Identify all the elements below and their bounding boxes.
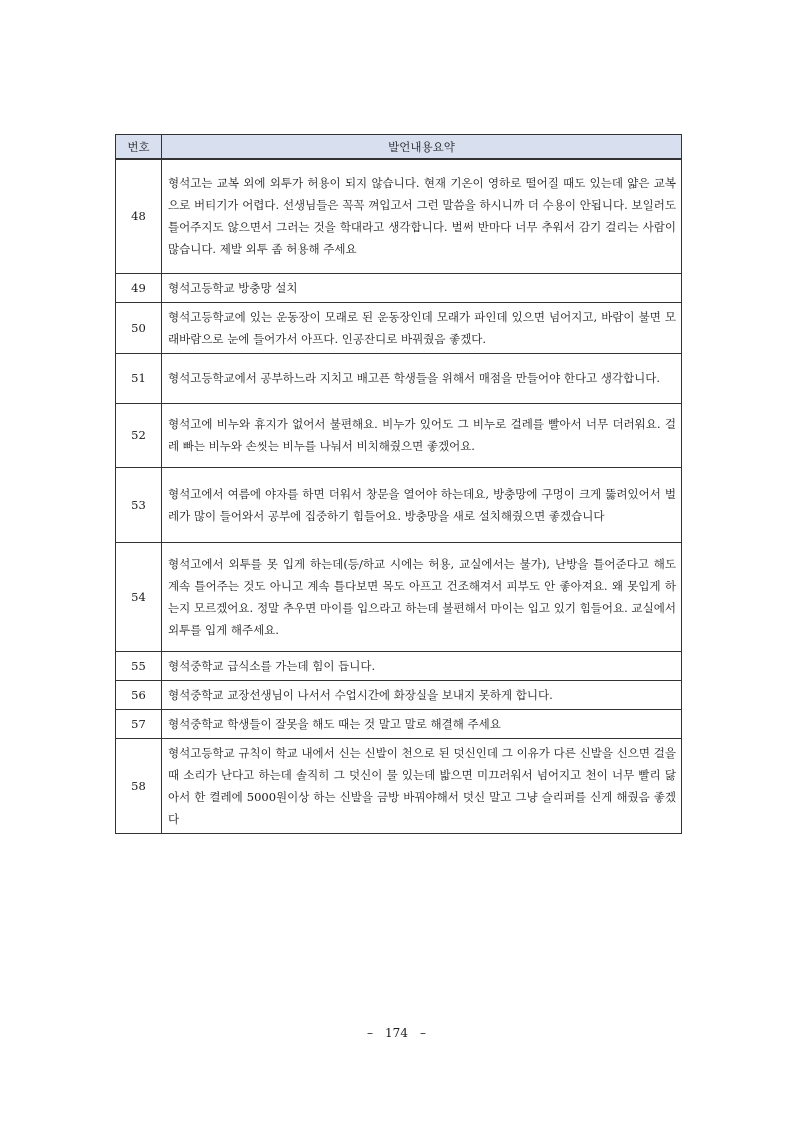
row-summary: 형석고에 비누와 휴지가 없어서 불편해요. 비누가 있어도 그 비누로 걸레를 빨아서 너무 더러워요. 걸레 빠는 비누와 손씻는 비누를 나눠서 비치해줬으면 좋겠어요. xyxy=(162,403,682,467)
page-number-value: 174 xyxy=(385,1026,408,1040)
row-number: 55 xyxy=(116,651,162,680)
table-row xyxy=(116,467,682,542)
header-number: 번호 xyxy=(116,135,162,160)
row-number: 56 xyxy=(116,680,162,709)
row-summary: 형석고에서 여름에 야자를 하면 더워서 창문을 열어야 하는데요, 방충망에 구멍이 크게 뚫려있어서 벌레가 많이 들어와서 공부에 집중하기 힘들어요. 방충망을 새로 설치해줬으면 좋겠습니다 xyxy=(162,467,682,542)
table-row xyxy=(116,680,682,709)
row-summary: 형석중학교 학생들이 잘못을 해도 때는 것 말고 말로 해결해 주세요 xyxy=(162,709,682,738)
row-number: 57 xyxy=(116,709,162,738)
table-row xyxy=(116,159,682,273)
row-summary: 형석고는 교복 외에 외투가 허용이 되지 않습니다. 현재 기온이 영하로 떨어질 때도 있는데 얇은 교복으로 버티기가 어렵다. 선생님들은 꼭꼭 껴입고서 그런 말씀을 하시니까 더 수용이 안됩니다. 보일러도 틀어주지도 않으면서 그러는 것을 학대라고 생각합니다. 벌써 반마다 너무 추워서 감기 걸리는 사람이 많습니다. 제발 외투 좀 허용해 주세요 xyxy=(162,159,682,273)
row-summary: 형석고등학교 방충망 설치 xyxy=(162,273,682,302)
row-number: 49 xyxy=(116,273,162,302)
row-summary: 형석중학교 교장선생님이 나서서 수업시간에 화장실을 보내지 못하게 합니다. xyxy=(162,680,682,709)
table-row xyxy=(116,709,682,738)
row-summary: 형석중학교 급식소를 가는데 힘이 듭니다. xyxy=(162,651,682,680)
page-number xyxy=(0,1026,793,1040)
header-summary: 발언내용요약 xyxy=(162,135,682,160)
row-number: 53 xyxy=(116,467,162,542)
speech-summary-table xyxy=(115,134,682,834)
page-dash-right: – xyxy=(419,1026,426,1040)
table-row xyxy=(116,738,682,833)
table-row xyxy=(116,651,682,680)
table-row xyxy=(116,353,682,403)
table-row xyxy=(116,273,682,302)
row-number: 51 xyxy=(116,353,162,403)
row-number: 50 xyxy=(116,302,162,353)
row-summary: 형석고등학교에 있는 운동장이 모래로 된 운동장인데 모래가 파인데 있으면 넘어지고, 바람이 불면 모래바람으로 눈에 들어가서 아프다. 인공잔디로 바꿔줬음 좋겠다. xyxy=(162,302,682,353)
row-summary: 형석고에서 외투를 못 입게 하는데(등/하교 시에는 허용, 교실에서는 불가), 난방을 틀어준다고 해도 계속 틀어주는 것도 아니고 계속 틀다보면 목도 아프고 건조해져서 피부도 안 좋아져요. 왜 못입게 하는지 모르겠어요. 정말 추우면 마이를 입으라고 하는데 불편해서 마이는 입고 있기 힘들어요. 교실에서 외투를 입게 해주세요. xyxy=(162,542,682,651)
row-number: 48 xyxy=(116,159,162,273)
table-row xyxy=(116,302,682,353)
row-number: 58 xyxy=(116,738,162,833)
row-number: 54 xyxy=(116,542,162,651)
row-summary: 형석고등학교에서 공부하느라 지치고 배고픈 학생들을 위해서 매점을 만들어야 한다고 생각합니다. xyxy=(162,353,682,403)
table-row xyxy=(116,403,682,467)
row-summary: 형석고등학교 규칙이 학교 내에서 신는 신발이 천으로 된 덧신인데 그 이유가 다른 신발을 신으면 걸을 때 소리가 난다고 하는데 솔직히 그 덧신이 물 있는데 밟으면 미끄러워서 넘어지고 천이 너무 빨리 닳아서 한 켤레에 5000원이상 하는 신발을 금방 바꿔야해서 덧신 말고 그냥 슬리퍼를 신게 해줬음 좋겠다 xyxy=(162,738,682,833)
table-header-row xyxy=(116,135,682,160)
row-number: 52 xyxy=(116,403,162,467)
table-row xyxy=(116,542,682,651)
page-dash-left: – xyxy=(367,1026,374,1040)
